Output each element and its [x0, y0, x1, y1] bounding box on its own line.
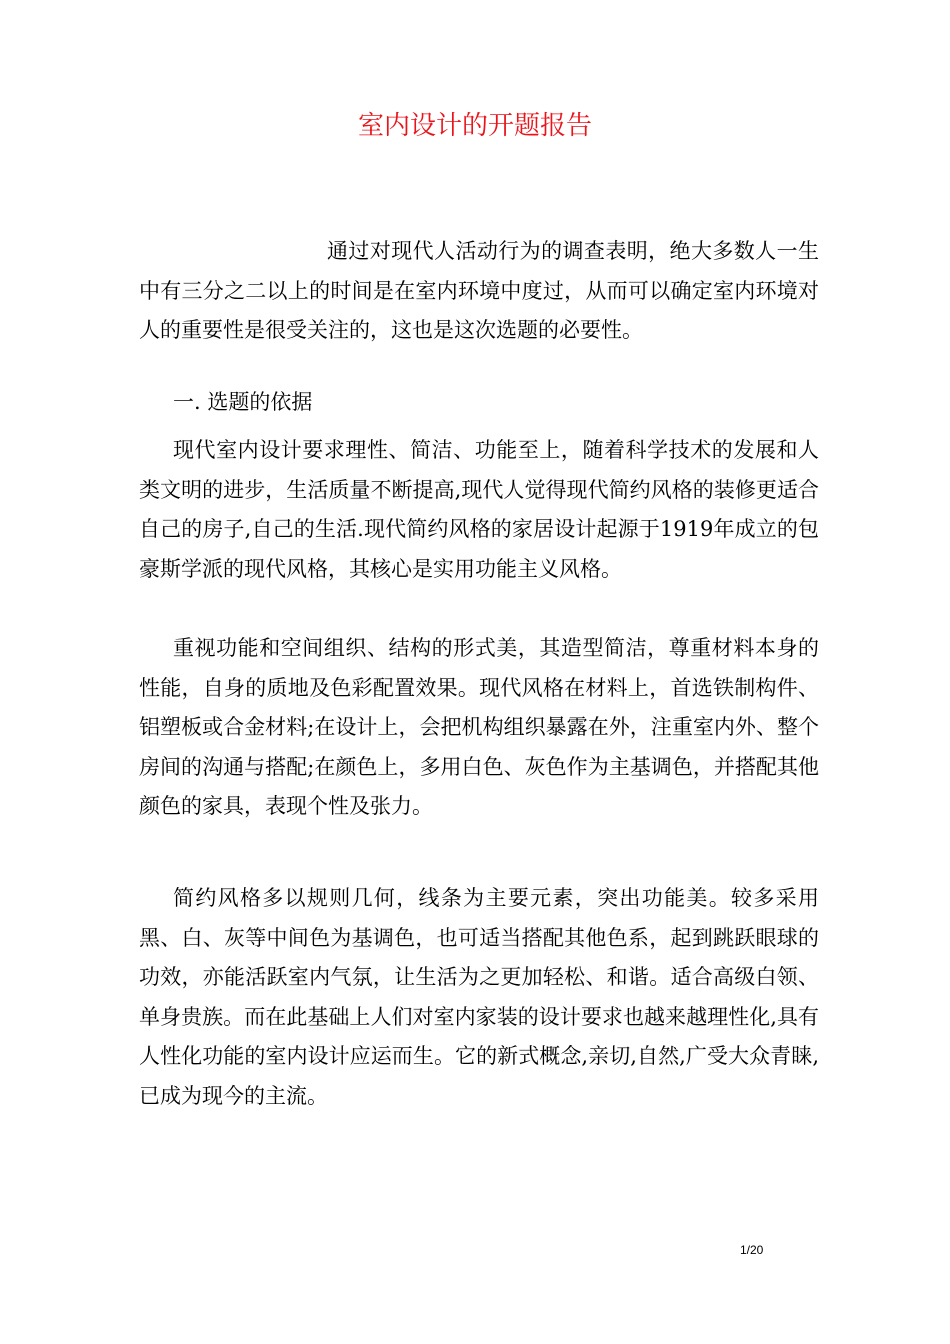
document-title: 室内设计的开题报告 [357, 111, 592, 141]
intro-paragraph: 通过对现代人活动行为的调查表明，绝大多数人一生中有三分之二以上的时间是在室内环境中度过，从而可以确定室内环境对人的重要性是很受关注的，这也是这次选题的必要性。 [139, 239, 819, 343]
body-paragraph: 现代室内设计要求理性、简洁、功能至上，随着科学技术的发展和人类文明的进步，生活质量不断提高,现代人觉得现代简约风格的装修更适合自己的房子,自己的生活.现代简约风格的家居设计起源于1919年成立的包豪斯学派的现代风格，其核心是实用功能主义风格。 [139, 438, 819, 581]
page-number: 1/20 [740, 1243, 764, 1257]
body-paragraph: 重视功能和空间组织、结构的形式美，其造型简洁，尊重材料本身的性能，自身的质地及色彩配置效果。现代风格在材料上，首选铁制构件、铝塑板或合金材料;在设计上，会把机构组织暴露在外，注重室内外、整个房间的沟通与搭配;在颜色上，多用白色、灰色作为主基调色，并搭配其他颜色的家具，表现个性及张力。 [139, 636, 819, 819]
body-paragraph: 简约风格多以规则几何，线条为主要元素，突出功能美。较多采用黑、白、灰等中间色为基调色，也可适当搭配其他色系，起到跳跃眼球的功效，亦能活跃室内气氛，让生活为之更加轻松、和谐。适合高级白领、单身贵族。而在此基础上人们对室内家装的设计要求也越来越理性化,具有人性化功能的室内设计应运而生。它的新式概念,亲切,自然,广受大众青睐,已成为现今的主流。 [139, 886, 819, 1108]
section-heading: 一. 选题的依据 [173, 390, 313, 414]
